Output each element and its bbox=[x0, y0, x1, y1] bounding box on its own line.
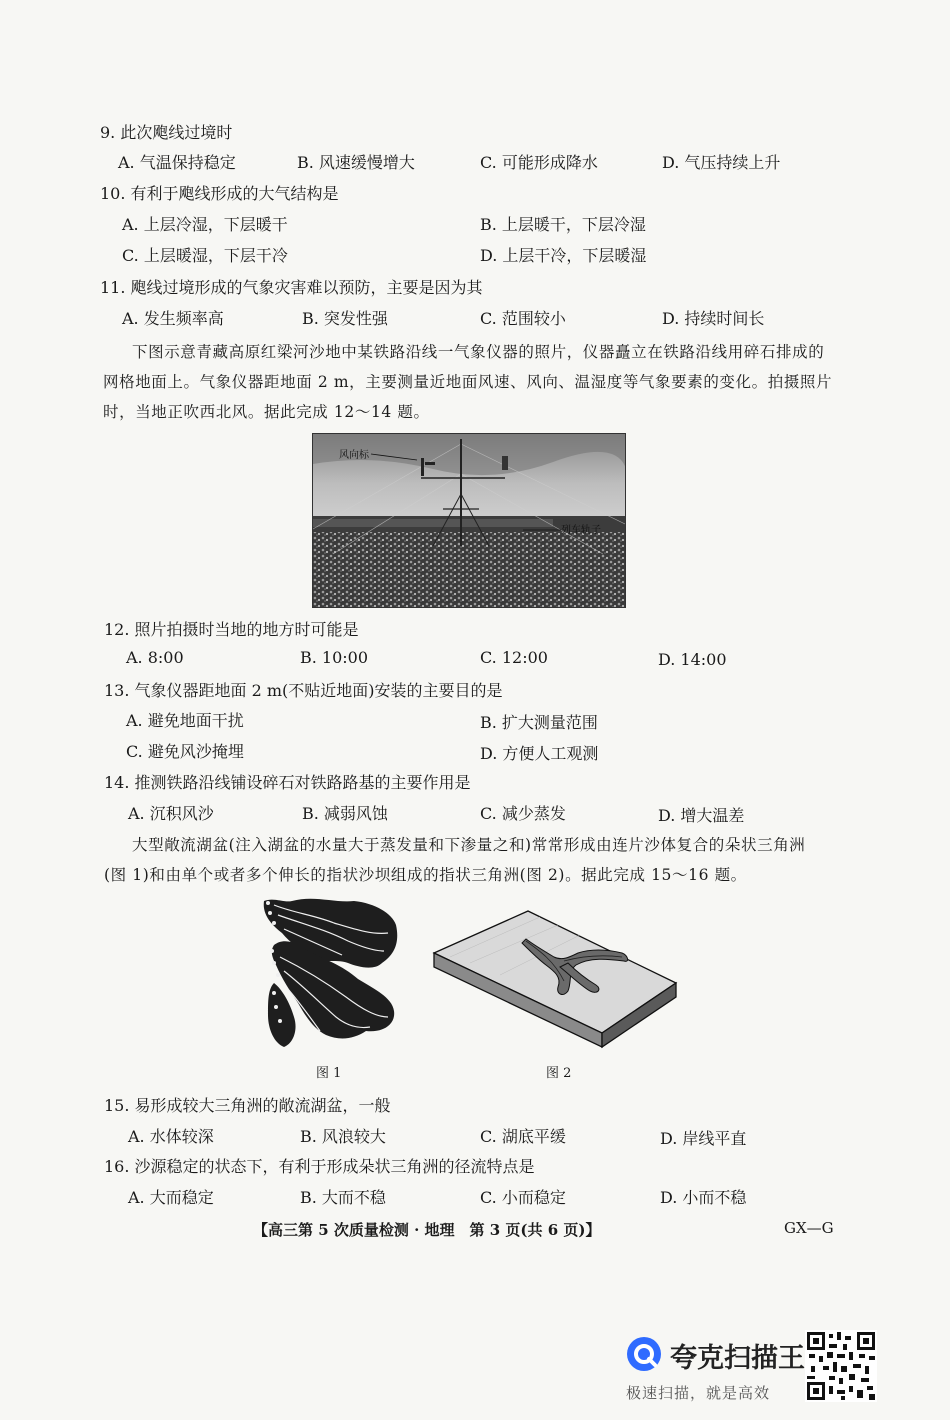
q14-option-a: A. 沉积风沙 bbox=[128, 804, 214, 823]
q14-option-d: D. 增大温差 bbox=[658, 806, 745, 825]
q12-option-a: A. 8:00 bbox=[126, 648, 184, 667]
passage1-line-2: 网格地面上。气象仪器距地面 2 m，主要测量近地面风速、风向、温湿度等气象要素的变化。拍摄照片 bbox=[103, 373, 833, 391]
train-label: 列车轨子 bbox=[561, 525, 601, 536]
q15-option-b: B. 风浪较大 bbox=[300, 1127, 386, 1146]
q13-option-a: A. 避免地面干扰 bbox=[126, 711, 244, 730]
q11-option-b: B. 突发性强 bbox=[302, 309, 388, 328]
scanner-logo-icon bbox=[624, 1334, 664, 1374]
q14-option-b: B. 减弱风蚀 bbox=[302, 804, 388, 823]
q12-option-b: B. 10:00 bbox=[300, 648, 369, 667]
q11-option-c: C. 范围较小 bbox=[480, 309, 566, 328]
q15-option-a: A. 水体较深 bbox=[128, 1127, 214, 1146]
passage2-line-1: 大型敞流湖盆(注入湖盆的水量大于蒸发量和下渗量之和)常常形成由连片沙体复合的朵状三角洲 bbox=[132, 836, 806, 854]
q16-option-d: D. 小而不稳 bbox=[660, 1188, 747, 1207]
question-11-stem: 11. 飑线过境形成的气象灾害难以预防，主要是因为其 bbox=[100, 278, 483, 297]
q9-option-b: B. 风速缓慢增大 bbox=[297, 153, 415, 172]
q9-option-c: C. 可能形成降水 bbox=[480, 153, 598, 172]
question-9-stem: 9. 此次飑线过境时 bbox=[100, 123, 233, 142]
q13-option-c: C. 避免风沙掩埋 bbox=[126, 742, 244, 761]
passage1-line-1: 下图示意青藏高原红梁河沙地中某铁路沿线一气象仪器的照片，仪器矗立在铁路沿线用碎石排成的 bbox=[132, 343, 825, 361]
q12-option-c: C. 12:00 bbox=[480, 648, 548, 667]
passage1-line-3: 时，当地正吹西北风。据此完成 12～14 题。 bbox=[103, 403, 430, 421]
question-12-stem: 12. 照片拍摄时当地的地方时可能是 bbox=[104, 620, 359, 639]
finger-delta-figure bbox=[430, 905, 680, 1050]
question-16-stem: 16. 沙源稳定的状态下，有利于形成朵状三角洲的径流特点是 bbox=[104, 1157, 535, 1176]
weather-instrument-photo bbox=[312, 433, 626, 608]
scanner-brand: 夸克扫描王 bbox=[670, 1343, 805, 1374]
q16-option-b: B. 大而不稳 bbox=[300, 1188, 386, 1207]
q10-option-c: C. 上层暖湿，下层干冷 bbox=[122, 246, 288, 265]
figure-2-caption: 图 2 bbox=[546, 1066, 572, 1081]
question-15-stem: 15. 易形成较大三角洲的敞流湖盆，一般 bbox=[104, 1096, 391, 1115]
q15-option-d: D. 岸线平直 bbox=[660, 1129, 747, 1148]
page-footer-code: GX—G bbox=[784, 1219, 834, 1237]
question-14-stem: 14. 推测铁路沿线铺设碎石对铁路路基的主要作用是 bbox=[104, 773, 471, 792]
question-13-stem: 13. 气象仪器距地面 2 m(不贴近地面)安装的主要目的是 bbox=[104, 681, 503, 700]
q13-option-b: B. 扩大测量范围 bbox=[480, 713, 598, 732]
figure-1-caption: 图 1 bbox=[316, 1066, 342, 1081]
page-footer-title: 【高三第 5 次质量检测 · 地理 第 3 页(共 6 页)】 bbox=[253, 1221, 601, 1239]
q13-option-d: D. 方便人工观测 bbox=[480, 744, 599, 763]
q9-option-a: A. 气温保持稳定 bbox=[118, 153, 236, 172]
scanner-slogan: 极速扫描，就是高效 bbox=[626, 1384, 771, 1402]
q16-option-a: A. 大而稳定 bbox=[128, 1188, 214, 1207]
q16-option-c: C. 小而稳定 bbox=[480, 1188, 566, 1207]
q10-option-b: B. 上层暖干，下层冷湿 bbox=[480, 215, 646, 234]
q11-option-d: D. 持续时间长 bbox=[662, 309, 765, 328]
qr-code-icon bbox=[805, 1330, 877, 1402]
q10-option-a: A. 上层冷湿，下层暖干 bbox=[122, 215, 288, 234]
q10-option-d: D. 上层干冷，下层暖湿 bbox=[480, 246, 647, 265]
lobate-delta-figure bbox=[254, 893, 400, 1049]
q12-option-d: D. 14:00 bbox=[658, 650, 727, 669]
q15-option-c: C. 湖底平缓 bbox=[480, 1127, 566, 1146]
q9-option-d: D. 气压持续上升 bbox=[662, 153, 781, 172]
q14-option-c: C. 减少蒸发 bbox=[480, 804, 566, 823]
passage2-line-2: (图 1)和由单个或者多个伸长的指状沙坝组成的指状三角洲(图 2)。据此完成 15～16 题。 bbox=[104, 866, 747, 884]
wind-vane-label: 风向标 bbox=[339, 450, 369, 461]
question-10-stem: 10. 有利于飑线形成的大气结构是 bbox=[100, 184, 339, 203]
q11-option-a: A. 发生频率高 bbox=[122, 309, 224, 328]
